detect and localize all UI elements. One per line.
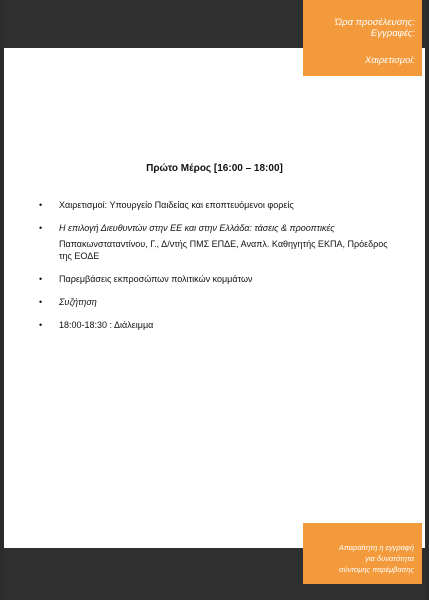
note-line: σύντομης παρέμβασης	[338, 565, 414, 574]
page-sheet	[4, 0, 425, 600]
list-item	[39, 273, 389, 285]
list-item	[39, 296, 389, 308]
agenda-item-text: Παρεμβάσεις εκπροσώπων πολιτικών κομμάτων	[59, 274, 253, 284]
bullet-icon: •	[39, 223, 43, 233]
list-item	[39, 199, 389, 211]
bullet-icon: •	[39, 274, 43, 284]
list-item	[39, 222, 389, 262]
info-box	[303, 0, 422, 76]
agenda-item-text: Συζήτηση	[59, 297, 97, 307]
registration-label: Εγγραφές:	[370, 28, 415, 39]
agenda-item-subtext: Παπακωνσταταντίνου, Γ., Δ/ντής ΠΜΣ ΕΠΔΕ, Αναπλ. Καθηγητής ΕΚΠΑ, Πρόεδρος της ΕΟΔΕ	[59, 239, 388, 261]
bullet-icon: •	[39, 200, 43, 210]
bullet-icon: •	[39, 297, 43, 307]
agenda-item-text: Η επιλογή Διευθυντών στην ΕΕ και στην Ελλάδα: τάσεις & προοπτικές	[59, 223, 335, 233]
bullet-icon: •	[39, 320, 43, 330]
arrival-time-label: Ώρα προσέλευσης:	[334, 17, 415, 28]
list-item	[39, 319, 389, 331]
agenda-item-text: Χαιρετισμοί: Υπουργείο Παιδείας και εποπτευόμενοι φορείς	[59, 200, 294, 210]
note-line: για δυνατότητα	[365, 554, 414, 563]
greetings-label: Χαιρετισμοί:	[364, 55, 415, 66]
agenda-list	[39, 199, 389, 342]
registration-note-box	[303, 523, 422, 584]
note-line: Απαραίτητη η εγγραφή	[338, 543, 414, 552]
agenda-item-text: 18:00-18:30 : Διάλειμμα	[59, 320, 154, 330]
section-title: Πρώτο Μέρος [16:00 – 18:00]	[146, 163, 283, 174]
